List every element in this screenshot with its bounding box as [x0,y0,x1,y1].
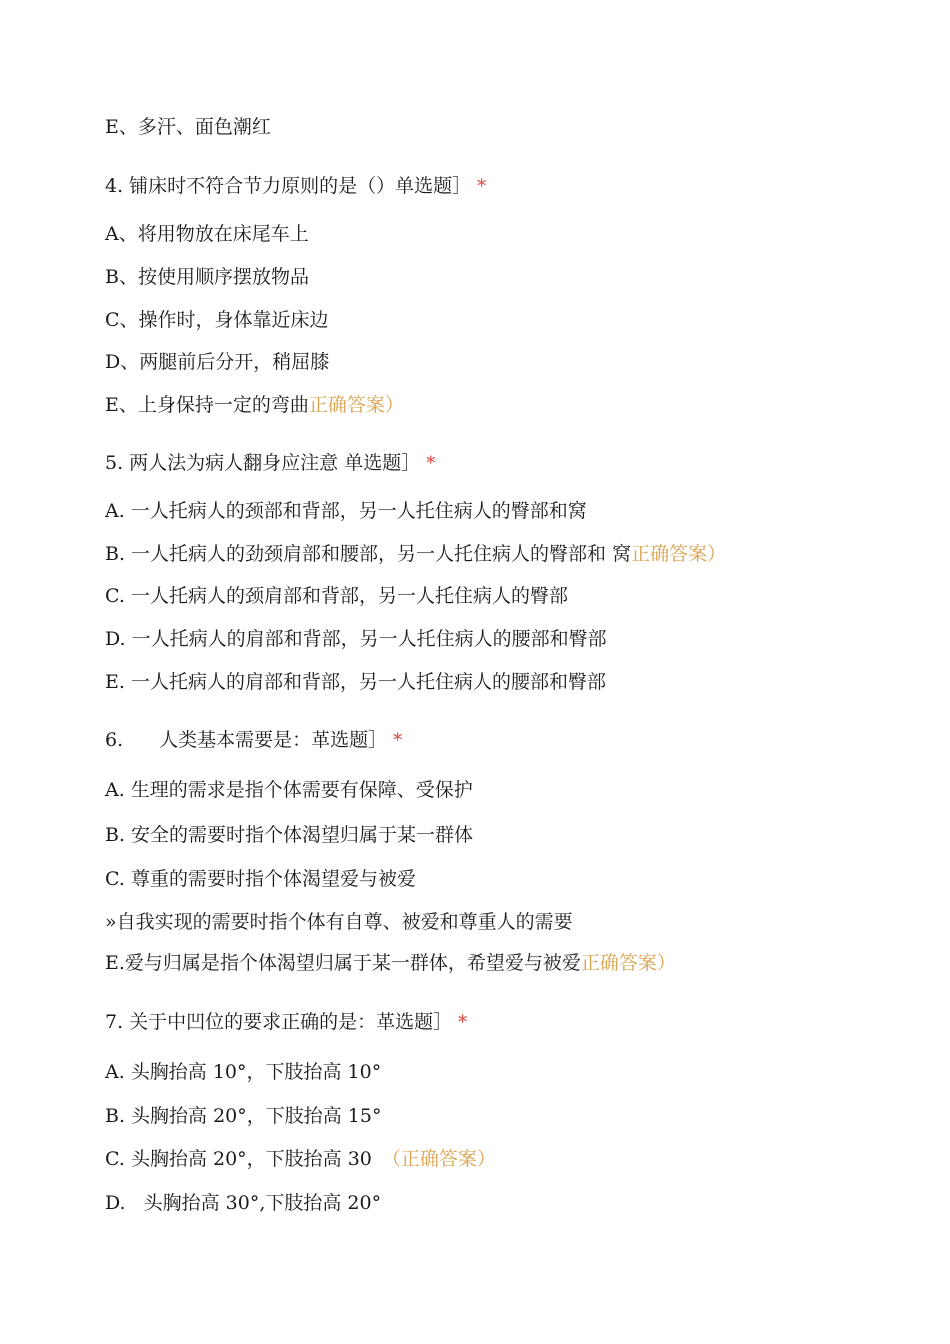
correct-answer-label: 正确答案） [580,952,676,974]
correct-answer-label: 正确答案） [308,394,404,416]
q4-option-d: D、两腿前后分开，稍屈膝 [105,351,330,373]
q5-option-a: A. 一人托病人的颈部和背部，另一人托住病人的臀部和窝 [105,500,587,522]
q6-option-d: »自我实现的需要时指个体有自尊、被爱和尊重人的需要 [105,911,573,933]
q7-option-b: B. 头胸抬高 20°，下肢抬高 15° [105,1105,382,1127]
required-mark: * [426,453,436,474]
q6-option-b: B. 安全的需要时指个体渴望归属于某一群体 [105,824,474,846]
q4-option-a: A、将用物放在床尾车上 [105,223,309,245]
q6-option-a: A. 生理的需求是指个体需要有保障、受保护 [105,779,473,801]
q5-option-c: C. 一人托病人的颈肩部和背部，另一人托住病人的臀部 [105,585,568,607]
required-mark: * [393,730,403,751]
required-mark: * [458,1012,468,1033]
q4-option-c: C、操作时，身体靠近床边 [105,309,329,331]
q4-option-e: E、上身保持一定的弯曲正确答案） [105,394,404,416]
q6-option-e: E.爱与归属是指个体渴望归属于某一群体，希望爱与被爱正确答案） [105,952,676,974]
q6-title: 6. 人类基本需要是：革选题］ * [105,729,403,751]
q5-option-b: B. 一人托病人的劲颈肩部和腰部，另一人托住病人的臀部和 窝正确答案） [105,543,727,565]
q7-option-d: D. 头胸抬高 30°,下肢抬高 20° [105,1192,382,1214]
q7-title: 7. 关于中凹位的要求正确的是：革选题］ * [105,1011,468,1033]
q7-option-c: C. 头胸抬高 20°，下肢抬高 30 （正确答案） [105,1148,496,1170]
q4-title: 4. 铺床时不符合节力原则的是（）单选题］ * [105,175,487,197]
correct-answer-label: 正确答案） [631,543,727,565]
q5-option-d: D. 一人托病人的肩部和背部，另一人托住病人的腰部和臀部 [105,628,607,650]
q3-option-e: E、多汗、面色潮红 [105,116,271,138]
correct-answer-label: （正确答案） [381,1148,496,1170]
q7-option-a: A. 头胸抬高 10°，下肢抬高 10° [105,1061,382,1083]
q4-option-b: B、按使用顺序摆放物品 [105,266,309,288]
q5-option-e: E. 一人托病人的肩部和背部，另一人托住病人的腰部和臀部 [105,671,606,693]
q6-option-c: C. 尊重的需要时指个体渴望爱与被爱 [105,868,416,890]
q5-title: 5. 两人法为病人翻身应注意 单选题］ * [105,452,436,474]
required-mark: * [477,176,487,197]
